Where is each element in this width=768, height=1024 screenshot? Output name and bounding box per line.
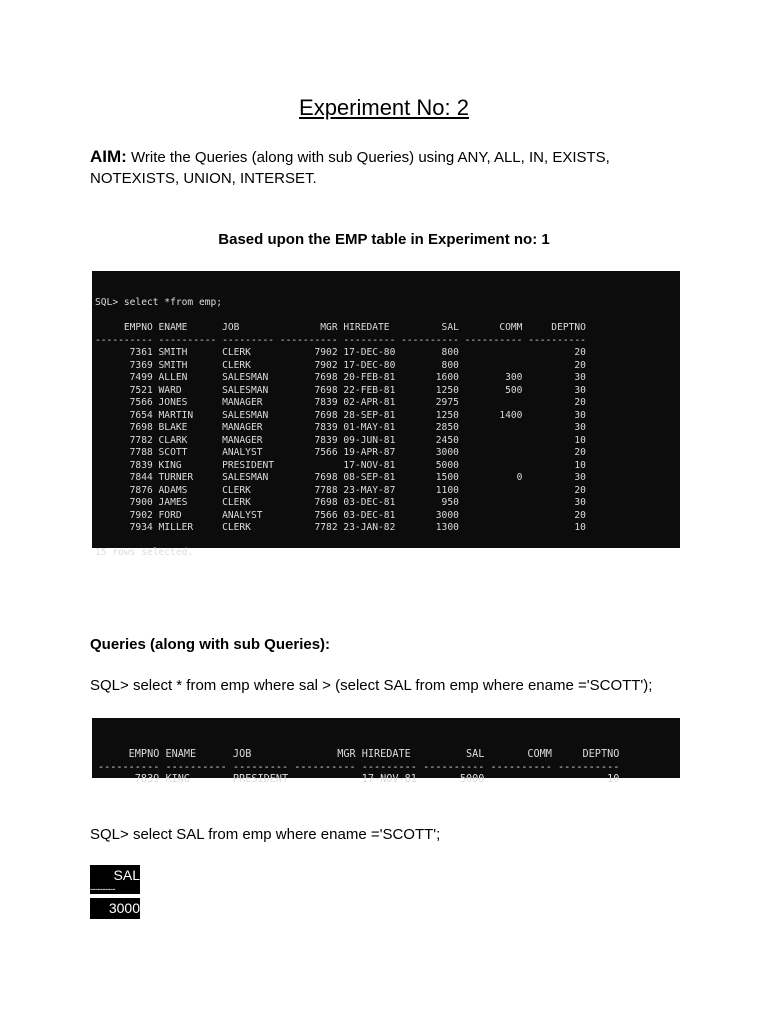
queries-heading: Queries (along with sub Queries): [90,636,331,653]
query-1-text: SQL> select * from emp where sal > (select SAL from emp where ename ='SCOTT'); [90,677,653,694]
query-2-result-separator: ---------- [90,885,140,894]
aim-label: AIM: [90,147,127,166]
terminal-line: ---------- ---------- --------- ---------- --------- ---------- ---------- ---------- [95,334,586,346]
query-2-result-header: SAL [90,865,140,885]
emp-table-terminal [92,271,680,558]
terminal-line: 7839 KING PRESIDENT 17-NOV-81 5000 10 [95,459,586,471]
terminal-line [95,310,677,323]
query-2-result-value: 3000 [90,898,140,919]
terminal-line [95,535,677,548]
terminal-line: 7900 JAMES CLERK 7698 03-DEC-81 950 30 [95,497,586,508]
terminal-line: ---------- ---------- --------- ---------- --------- ---------- ---------- ---------- [98,761,620,773]
terminal-line: 7369 SMITH CLERK 7902 17-DEC-80 800 20 [95,359,586,371]
terminal-line: 7839 KING PRESIDENT 17-NOV-81 5000 10 [98,774,620,785]
query-2-text: SQL> select SAL from emp where ename ='SCOTT'; [90,826,441,843]
terminal-line: 7654 MARTIN SALESMAN 7698 28-SEP-81 1250 1400 30 [95,409,586,421]
terminal-line: 7499 ALLEN SALESMAN 7698 20-FEB-81 1600 300 30 [95,372,586,383]
aim-paragraph [90,146,690,189]
terminal-line: 7876 ADAMS CLERK 7788 23-MAY-87 1100 20 [95,484,586,496]
terminal-line: 15 rows selected. [95,547,194,558]
terminal-line: 7361 SMITH CLERK 7902 17-DEC-80 800 20 [95,347,586,358]
terminal-line: EMPNO ENAME JOB MGR HIREDATE SAL COMM DEPTNO [95,322,586,333]
terminal-line: 7698 BLAKE MANAGER 7839 01-MAY-81 2850 30 [95,422,586,433]
terminal-line: 7844 TURNER SALESMAN 7698 08-SEP-81 1500 0 30 [95,472,586,483]
query-1-result-terminal [92,718,680,785]
terminal-line: 7782 CLARK MANAGER 7839 09-JUN-81 2450 10 [95,434,586,446]
terminal-line: 7934 MILLER CLERK 7782 23-JAN-82 1300 10 [95,522,586,533]
terminal-line: 7788 SCOTT ANALYST 7566 19-APR-87 3000 20 [95,447,586,458]
aim-text: Write the Queries (along with sub Queries) using ANY, ALL, IN, EXISTS, NOTEXISTS, UNION, INTERSET. [90,149,610,187]
terminal-line: SQL> select *from emp; [95,297,223,308]
terminal-line: 7521 WARD SALESMAN 7698 22-FEB-81 1250 500 30 [95,384,586,396]
terminal-line: 7566 JONES MANAGER 7839 02-APR-81 2975 20 [95,397,586,408]
terminal-line: 7902 FORD ANALYST 7566 03-DEC-81 3000 20 [95,509,586,521]
table-subheading: Based upon the EMP table in Experiment no: 1 [218,231,550,248]
terminal-line: EMPNO ENAME JOB MGR HIREDATE SAL COMM DEPTNO [98,749,620,760]
page-title: Experiment No: 2 [299,95,469,120]
